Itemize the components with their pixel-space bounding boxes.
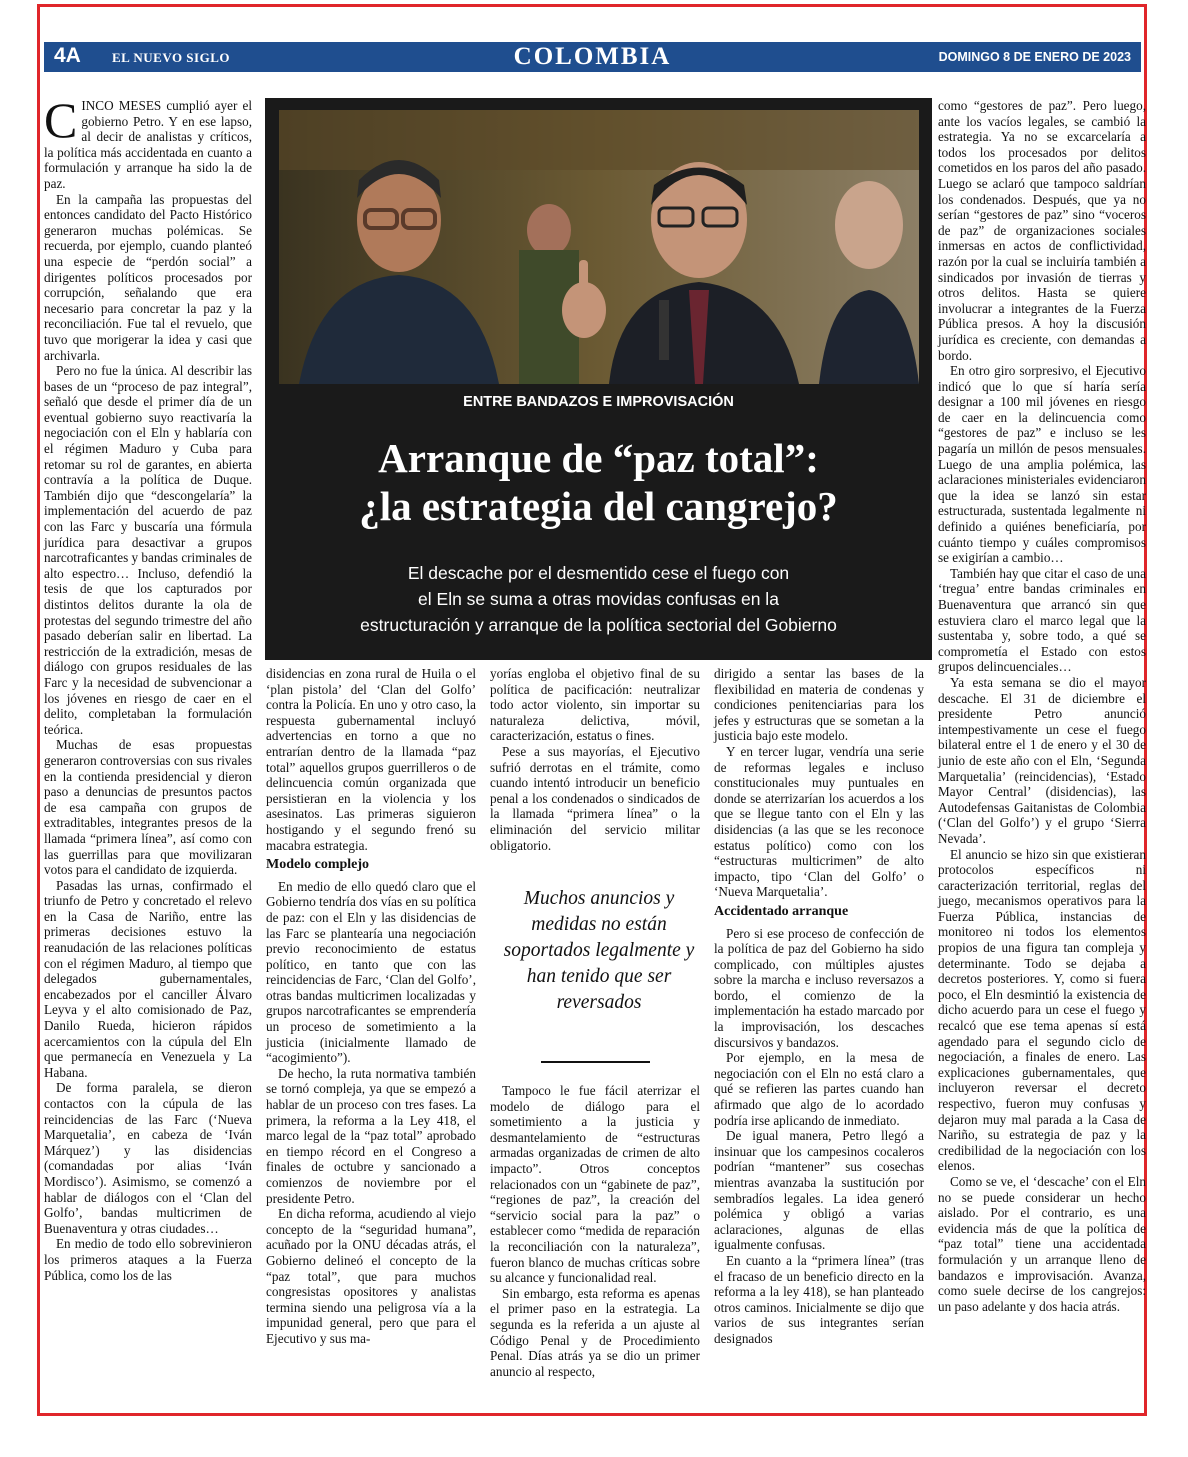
paragraph: dirigido a sentar las bases de la flexibilidad en materia de condenas y condiciones penitenciarias para los jefes y estructuras que se sometan a la justicia bajo este modelo. <box>714 666 924 744</box>
paragraph: También hay que citar el caso de una ‘tregua’ entre bandas criminales en Buenaventura que arrancó sin que estuviera claro el marco legal que la sustentaba y, sobre todo, a qué se comprometía el Estado con estos grupos delincuenciales… <box>938 565 1146 675</box>
headline-line-2: ¿la estrategia del cangrejo? <box>359 483 838 529</box>
lead-paragraph: CINCO MESES cumplió ayer el gobierno Petro. Y en ese lapso, al decir de analistas y críticos, la política más accidentada en cuanto a formulación y arranque ha sido la de paz. <box>44 92 252 191</box>
subhead-modelo-complejo: Modelo complejo <box>266 857 370 873</box>
drop-cap: C <box>44 92 78 148</box>
paragraph: Tampoco le fue fácil aterrizar el modelo de diálogo para el sometimiento a la justicia y desmantelamiento de “estructuras armadas organizadas de crimen de alto impacto”. Otros conceptos relacionados con un “gabinete de paz”, “regiones de paz”, la creación del “servicio social para la paz” o establecer como “medida de reparación la reconciliación con la naturaleza”, fueron blanco de muchas críticas sobre su alcance y funcionalidad real. <box>490 1083 700 1286</box>
pull-quote-rule <box>541 1061 650 1063</box>
news-photo <box>279 110 919 384</box>
kicker: ENTRE BANDAZOS E IMPROVISACIÓN <box>463 394 734 410</box>
pull-quote: Muchos anuncios y medidas no están soportados legalmente y han tenido que ser reversados <box>503 888 695 1013</box>
paragraph: En cuanto a la “primera línea” (tras el fracaso de un beneficio directo en la reforma a la ley 418), se han planteado otros caminos. Inicialmente se dijo que varios de sus integrantes serían designados <box>714 1252 924 1346</box>
paragraph: Pero si ese proceso de confección de la política de paz del Gobierno ha sido complicado, con múltiples ajustes sobre la marcha e incluso reversazos a bordo, el comienzo de la implementación ha estado marcado por la improvisación, los descaches discursivos y bandazos. <box>714 925 924 1050</box>
article-column-2 <box>266 666 476 1347</box>
paragraph: En medio de ello quedó claro que el Gobierno tendría dos vías en su política de paz: con el Eln y las disidencias de las Farc se plantearía una negociación previo reconocimiento de estatus político, en tanto que con las reincidencias de Farc, ‘Clan del Golfo’, otras bandas multicrimen localizadas y grupos narcotraficantes se emprendería un proceso de sometimiento a la justicia (inicialmente llamado de “acogimiento”). <box>266 878 476 1066</box>
newspaper-name: EL NUEVO SIGLO <box>112 50 230 65</box>
paragraph: Muchas de esas propuestas generaron controversias con sus rivales en la contienda presidencial y dieron paso a denuncias de presuntos pactos de esa campaña con grupos de extraditables, integrantes presos de la llamada “primera línea”, así como con las guerrillas para que movilizaran votos para el candidato de izquierda. <box>44 737 252 878</box>
subhead-accidentado-arranque: Accidentado arranque <box>714 903 849 919</box>
section-title: COLOMBIA <box>513 43 672 70</box>
article-column-3-bottom <box>490 1083 700 1379</box>
masthead <box>44 42 1141 72</box>
subheadline <box>295 560 902 638</box>
paragraph: Pese a sus mayorías, el Ejecutivo sufrió derrotas en el trámite, como cuando intentó introducir un beneficio penal a los condenados o sindicados de la llamada “primera línea” o la eliminación del servicio militar obligatorio. <box>490 743 700 853</box>
paragraph: Pero no fue la única. Al describir las bases de un “proceso de paz integral”, señaló que desde el primer día de un eventual gobierno suyo reactivaría la negociación con el Eln y hablaría con el régimen Maduro y Cuba para retomar su rol de garantes, en abierta contravía a la política de Duque. También dijo que “descongelaría” la implementación del acuerdo de paz con las Farc y buscaría una fórmula jurídica para desactivar a grupos narcotraficantes y bandas criminales de alto espectro… Incluso, defendió la tesis de que los capturados por distintos delitos durante la ola de protestas del segundo trimestre del año pasado deberían salir en libertad. La restricción de la extradición, mesas de diálogo con grupos residuales de las Farc y la necesidad de subvencionar a los jóvenes en riesgo de caer en el delito, completaban la formulación teórica. <box>44 363 252 737</box>
paragraph: El anuncio se hizo sin que existieran protocolos específicos ni caracterización territorial, reglas del juego, mecanismos operativos para la Fuerza Pública, instancias de monitoreo ni todos los elementos propios de una figura tan compleja y determinante. Todo se dejaba a decretos posteriores. Y, como si fuera poco, el Eln desmintió la existencia de dicho acuerdo para un cese el fuego y recalcó que ese tema apenas sí está agendado para el segundo ciclo de negociación, a finales de enero. Las explicaciones gubernamentales, que incluyeron reversar el decreto respectivo, fueron muy confusas y dejaron muy mal parada a la Casa de Nariño, su estrategia de paz y la credibilidad de la negociación con los elenos. <box>938 846 1146 1174</box>
paragraph: En dicha reforma, acudiendo al viejo concepto de la “seguridad humana”, acuñado por la ONU décadas atrás, el Gobierno delineó el concepto de la “paz total”, que para muchos congresistas opositores y analistas termina siendo una peligrosa vía a la impunidad general, pero que para el Ejecutivo y sus ma- <box>266 1206 476 1346</box>
article-column-4 <box>714 666 924 1347</box>
paragraph: Y en tercer lugar, vendría una serie de reformas legales e incluso constitucionales muy puntuales en donde se aterrizarían los acuerdos a los que se llegue tanto con el Eln y las disidencias (a las que se les reconoce estatus político) como con los “estructuras multicrimen” de alto impacto, tipo ‘Clan del Golfo’ o ‘Nueva Marquetalia’. <box>714 743 924 900</box>
paragraph: Por ejemplo, en la mesa de negociación con el Eln no está claro a qué se refieren las partes cuando han afirmado que algo de lo acordado podría irse aplicando de inmediato. <box>714 1050 924 1128</box>
paragraph: De forma paralela, se dieron contactos con la cúpula de las reincidencias de las Farc (‘Nueva Marquetalia’, en cabeza de ‘Iván Márquez’) y las disidencias (comandadas por alias ‘Iván Mordisco’). Asimismo, se comenzó a hablar de diálogos con el ‘Clan del Golfo’, bandas multicrimen de Buenaventura y otras ciudades… <box>44 1080 252 1236</box>
subheadline-line: El descache por el desmentido cese el fuego con <box>407 563 790 583</box>
paragraph: Como se ve, el ‘descache’ con el Eln no se puede considerar un hecho aislado. Por el contrario, es una evidencia más de que la política de “paz total” tiene una accidentada formulación y un arranque lleno de bandazos e improvisación. Avanza, como suele decirse de los cangrejos: un paso adelante y dos hacia atrás. <box>938 1173 1146 1314</box>
paragraph: yorías engloba el objetivo final de su política de pacificación: neutralizar todo actor violento, sin importar su naturaleza delictiva, móvil, caracterización, estatus o fines. <box>490 666 700 744</box>
officials-photo-illustration <box>279 110 919 384</box>
paragraph: En medio de todo ello sobrevinieron los primeros ataques a la Fuerza Pública, como los de las <box>44 1236 252 1283</box>
article-column-3-top <box>490 666 700 853</box>
paragraph: En otro giro sorpresivo, el Ejecutivo indicó que lo que sí haría sería designar a 100 mil jóvenes en riesgo de caer en la delincuencia como “gestores de paz” e incluso se les pagaría un millón de pesos mensuales. Luego de una amplia polémica, las aclaraciones ministeriales evidenciaron que la idea se lanzó sin estar estructurada, sustentada legalmente ni definido a quiénes beneficiaría, por cuánto tiempo y cuáles compromisos se exigirían a cambio… <box>938 363 1146 566</box>
paragraph: De igual manera, Petro llegó a insinuar que los campesinos cocaleros podrían “mantener” sus cosechas mientras avanzaba la sustitución por sembradíos legales. La idea generó polémica y obligó a varias aclaraciones, algunas de ellas igualmente confusas. <box>714 1128 924 1253</box>
paragraph: En la campaña las propuestas del entonces candidato del Pacto Histórico generaron muchas polémicas. Se recuerda, por ejemplo, cuando planteó una especie de “perdón social” a dirigentes políticos procesados por corrupción, señalando que era necesario para concretar la paz y la reconciliación. Fue tal el revuelo, que tuvo que morigerar la idea y casi que archivarla. <box>44 191 252 363</box>
subheadline-line: estructuración y arranque de la política sectorial del Gobierno <box>360 615 837 635</box>
headline <box>265 434 932 530</box>
issue-date: DOMINGO 8 DE ENERO DE 2023 <box>938 50 1131 64</box>
paragraph: Pasadas las urnas, confirmado el triunfo de Petro y concretado el relevo en la Casa de Nariño, entre las primeras decisiones estuvo la reanudación de las relaciones políticas con el régimen Maduro, al tiempo que delegados gubernamentales, encabezados por el canciller Álvaro Leyva y el alto comisionado de Paz, Danilo Rueda, hicieron rápidos acercamientos con la cúpula del Eln que permanecía en Venezuela y La Habana. <box>44 877 252 1080</box>
paragraph: disidencias en zona rural de Huila o el ‘plan pistola’ del ‘Clan del Golfo’ contra la Policía. En uno y otro caso, la respuesta gubernamental incluyó advertencias en torno a que no entrarían dentro de la llamada “paz total” aquellos grupos guerrilleros o de delincuencia común organizada que persistieran en la violencia y los asesinatos. Las primeras siguieron hostigando y el segundo frenó su macabra estrategia. <box>266 666 476 853</box>
article-column-5 <box>938 98 1146 1314</box>
article-column-1 <box>44 92 252 1283</box>
headline-line-1: Arranque de “paz total”: <box>378 435 819 481</box>
page-number: 4A <box>54 44 81 67</box>
paragraph: como “gestores de paz”. Pero luego, ante los vacíos legales, se cambió la estrategia. Ya no se excarcelaría a todos los procesados por delitos cometidos en los paros del año pasado. Luego se aclaró que tampoco saldrían los condenados. Después, que ya no serían “gestores de paz” sino “voceros de paz” de organizaciones sociales inmersas en actos de conflictividad, razón por la cual se incluiría también a sindicados por invasión de tierras y otros delitos. Hasta se quiere involucrar a integrantes de la Fuerza Pública presos. A hoy la discusión jurídica es creciente, con demandas a bordo. <box>938 98 1146 363</box>
paragraph: Sin embargo, esta reforma es apenas el primer paso en la estrategia. La segunda es la referida a un ajuste al Código Penal y de Procedimiento Penal. Días atrás ya se dio un primer anuncio al respecto, <box>490 1285 700 1379</box>
paragraph: De hecho, la ruta normativa también se tornó compleja, ya que se empezó a hablar de un proceso con tres fases. La primera, la reforma a la Ley 418, el marco legal de la “paz total” aprobado en tiempo récord en el Congreso a finales de octubre y sancionado a comienzos de noviembre por el presidente Petro. <box>266 1065 476 1206</box>
subheadline-line: el Eln se suma a otras movidas confusas en la <box>418 589 779 609</box>
feature-box <box>265 98 932 660</box>
paragraph: Ya esta semana se dio el mayor descache. El 31 de diciembre el presidente Petro anunció intempestivamente un cese el fuego bilateral entre el 1 de enero y el 30 de junio de este año con el Eln, ‘Segunda Marquetalia’ (reincidencias), ‘Estado Mayor Central’ (disidencias), las Autodefensas Gaitanistas de Colombia (‘Clan del Golfo’) y el grupo ‘Sierra Nevada’. <box>938 674 1146 846</box>
